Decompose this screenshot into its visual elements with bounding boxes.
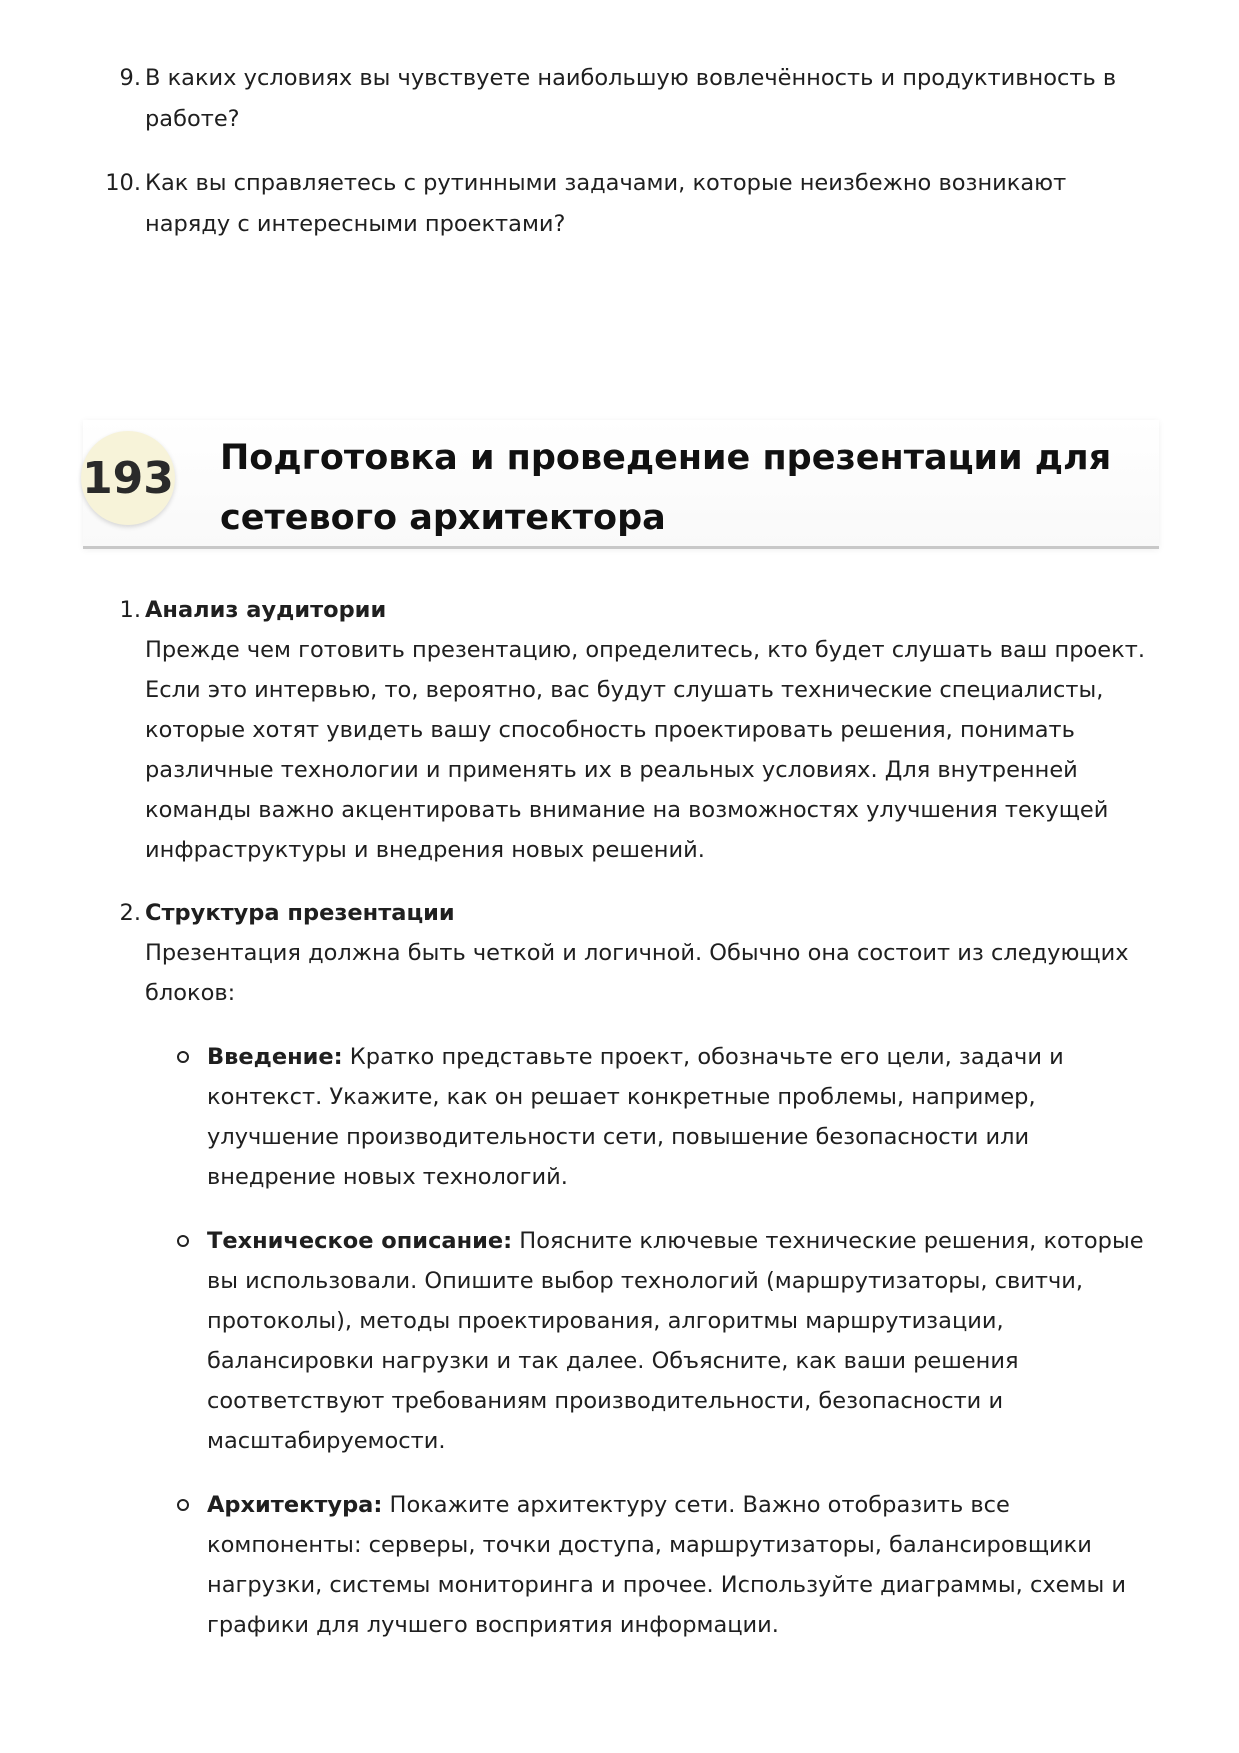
sub-list-item: [207, 1037, 1155, 1197]
sub-item-text: Поясните ключевые технические решения, которые вы использовали. Опишите выбор технологий (маршрутизаторы, свитчи, протоколы), методы проектирования, алгоритмы маршрутизации, балансировки нагрузки и так далее. Объясните, как ваши решения соответствуют требованиям производительности, безопасности и масштабируемости.: [207, 1228, 1144, 1454]
section-header: [83, 420, 1159, 549]
item-body-text: Презентация должна быть четкой и логичной. Обычно она состоит из следующих блоков:: [145, 940, 1129, 1006]
sub-list-item: [207, 1221, 1155, 1461]
sub-item-text: Покажите архитектуру сети. Важно отобразить все компоненты: серверы, точки доступа, маршрутизаторы, балансировщики нагрузки, системы мониторинга и прочее. Используйте диаграммы, схемы и графики для лучшего восприятия информации.: [207, 1492, 1126, 1638]
list-item-text: Как вы справляетесь с рутинными задачами, которые неизбежно возникают наряду с интересными проектами?: [145, 170, 1067, 237]
section-title: Подготовка и проведение презентации для сетевого архитектора: [220, 438, 1112, 538]
section-number-badge: 193: [81, 431, 175, 525]
list-number: 10.: [105, 170, 141, 196]
list-number: 2.: [119, 900, 141, 926]
item-heading: Анализ аудитории: [145, 597, 387, 623]
sub-list: [145, 1037, 1155, 1645]
circle-bullet-icon: [177, 1499, 189, 1511]
sub-item-text: Кратко представьте проект, обозначьте его цели, задачи и контекст. Укажите, как он решает конкретные проблемы, например, улучшение производительности сети, повышение безопасности или внедрение новых технологий.: [207, 1044, 1064, 1190]
circle-bullet-icon: [177, 1051, 189, 1063]
sub-item-heading: Введение:: [207, 1044, 343, 1070]
sub-item-heading: Архитектура:: [207, 1492, 383, 1518]
list-item: [95, 590, 1155, 870]
item-heading: Структура презентации: [145, 900, 455, 926]
question-list: [95, 58, 1155, 268]
list-item: [95, 58, 1155, 140]
list-number: 9.: [119, 65, 141, 91]
list-item: [95, 893, 1155, 1645]
circle-bullet-icon: [177, 1235, 189, 1247]
list-item: [95, 163, 1155, 245]
list-number: 1.: [119, 597, 141, 623]
sub-item-heading: Техническое описание:: [207, 1228, 513, 1254]
main-list: [95, 590, 1155, 1669]
sub-list-item: [207, 1485, 1155, 1645]
list-item-text: В каких условиях вы чувствуете наибольшую вовлечённость и продуктивность в работе?: [145, 65, 1117, 132]
item-body-text: Прежде чем готовить презентацию, определитесь, кто будет слушать ваш проект. Если это интервью, то, вероятно, вас будут слушать технические специалисты, которые хотят увидеть вашу способность проектировать решения, понимать различные технологии и применять их в реальных условиях. Для внутренней команды важно акцентировать внимание на возможностях улучшения текущей инфраструктуры и внедрения новых решений.: [145, 637, 1145, 863]
